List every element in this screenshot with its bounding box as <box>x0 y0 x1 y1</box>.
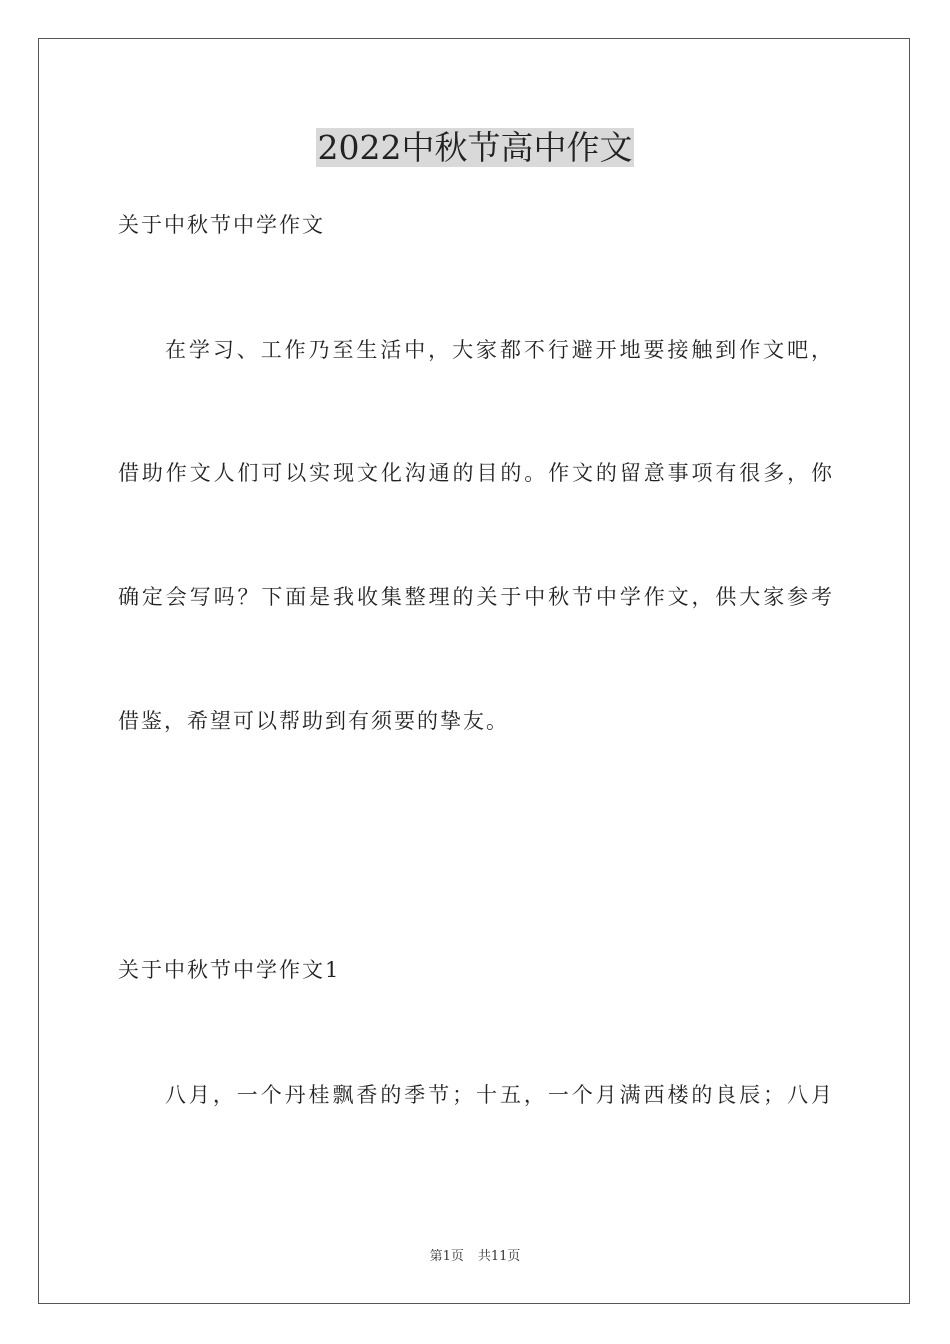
page-total: 共11页 <box>477 1249 521 1264</box>
intro-line-4: 借鉴，希望可以帮助到有须要的挚友。 <box>118 709 509 733</box>
intro-line-2: 借助作文人们可以实现文化沟通的目的。作文的留意事项有很多，你 <box>118 461 832 485</box>
document-title-text: 2022中秋节高中作文 <box>317 128 633 167</box>
document-title <box>0 128 950 168</box>
section-heading: 关于中秋节中学作文1 <box>118 958 341 982</box>
intro-line-1: 在学习、工作乃至生活中，大家都不行避开地要接触到作文吧， <box>165 338 832 362</box>
section-line-1: 八月，一个丹桂飘香的季节；十五，一个月满西楼的良辰；八月 <box>165 1083 832 1107</box>
page-footer <box>0 1248 950 1266</box>
page-number: 第1页 <box>429 1249 464 1264</box>
intro-line-3: 确定会写吗？下面是我收集整理的关于中秋节中学作文，供大家参考 <box>118 585 832 609</box>
subtitle: 关于中秋节中学作文 <box>118 213 325 237</box>
